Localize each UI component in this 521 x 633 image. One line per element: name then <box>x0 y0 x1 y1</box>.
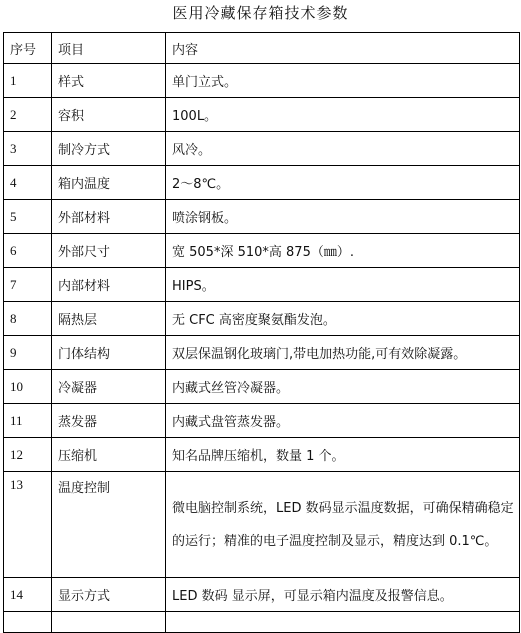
row-item: 温度控制 <box>52 472 166 578</box>
row-num: 12 <box>4 438 52 472</box>
row-item: 容积 <box>52 98 166 132</box>
table-row <box>4 132 520 166</box>
row-num <box>4 612 52 633</box>
row-content: 100L。 <box>166 98 520 132</box>
row-content: HIPS。 <box>166 268 520 302</box>
row-num: 7 <box>4 268 52 302</box>
row-num: 14 <box>4 578 52 612</box>
table-row <box>4 578 520 612</box>
row-num: 4 <box>4 166 52 200</box>
row-num: 1 <box>4 64 52 98</box>
table-row <box>4 268 520 302</box>
spec-table <box>3 32 520 633</box>
table-row <box>4 302 520 336</box>
row-content: 微电脑控制系统，LED 数码显示温度数据，可确保精确稳定的运行；精准的电子温度控制及显示，精度达到 0.1℃。 <box>166 472 520 578</box>
row-item <box>52 612 166 633</box>
table-row <box>4 98 520 132</box>
row-item: 箱内温度 <box>52 166 166 200</box>
row-content: 2～8℃。 <box>166 166 520 200</box>
table-row <box>4 404 520 438</box>
document-title: 医用冷藏保存箱技术参数 <box>172 4 349 22</box>
row-num: 8 <box>4 302 52 336</box>
table-row <box>4 166 520 200</box>
row-num: 2 <box>4 98 52 132</box>
table-row <box>4 370 520 404</box>
row-item: 压缩机 <box>52 438 166 472</box>
table-row <box>4 200 520 234</box>
row-content: 单门立式。 <box>166 64 520 98</box>
row-num: 3 <box>4 132 52 166</box>
header-item: 项目 <box>52 33 166 64</box>
row-num: 9 <box>4 336 52 370</box>
row-item: 内部材料 <box>52 268 166 302</box>
table-row <box>4 234 520 268</box>
row-content: 喷涂钢板。 <box>166 200 520 234</box>
row-item: 隔热层 <box>52 302 166 336</box>
row-num: 10 <box>4 370 52 404</box>
row-content: 双层保温钢化玻璃门,带电加热功能,可有效除凝露。 <box>166 336 520 370</box>
row-item: 外部材料 <box>52 200 166 234</box>
row-content: 内藏式丝管冷凝器。 <box>166 370 520 404</box>
row-content: LED 数码 显示屏，可显示箱内温度及报警信息。 <box>166 578 520 612</box>
row-content: 宽 505*深 510*高 875（㎜）. <box>166 234 520 268</box>
row-item: 门体结构 <box>52 336 166 370</box>
row-item: 显示方式 <box>52 578 166 612</box>
header-content: 内容 <box>166 33 520 64</box>
table-header-row <box>4 33 520 64</box>
row-num: 11 <box>4 404 52 438</box>
row-item: 蒸发器 <box>52 404 166 438</box>
header-num: 序号 <box>4 33 52 64</box>
row-item: 外部尺寸 <box>52 234 166 268</box>
table-row <box>4 438 520 472</box>
row-item: 冷凝器 <box>52 370 166 404</box>
row-num: 5 <box>4 200 52 234</box>
table-row-partial <box>4 612 520 633</box>
row-item: 样式 <box>52 64 166 98</box>
row-content: 无 CFC 高密度聚氨酯发泡。 <box>166 302 520 336</box>
table-row <box>4 472 520 578</box>
row-content <box>166 612 520 633</box>
row-content: 风冷。 <box>166 132 520 166</box>
row-num: 6 <box>4 234 52 268</box>
table-row <box>4 64 520 98</box>
row-item: 制冷方式 <box>52 132 166 166</box>
row-content: 内藏式盘管蒸发器。 <box>166 404 520 438</box>
table-row <box>4 336 520 370</box>
row-num: 13 <box>4 472 52 578</box>
row-content: 知名品牌压缩机，数量 1 个。 <box>166 438 520 472</box>
